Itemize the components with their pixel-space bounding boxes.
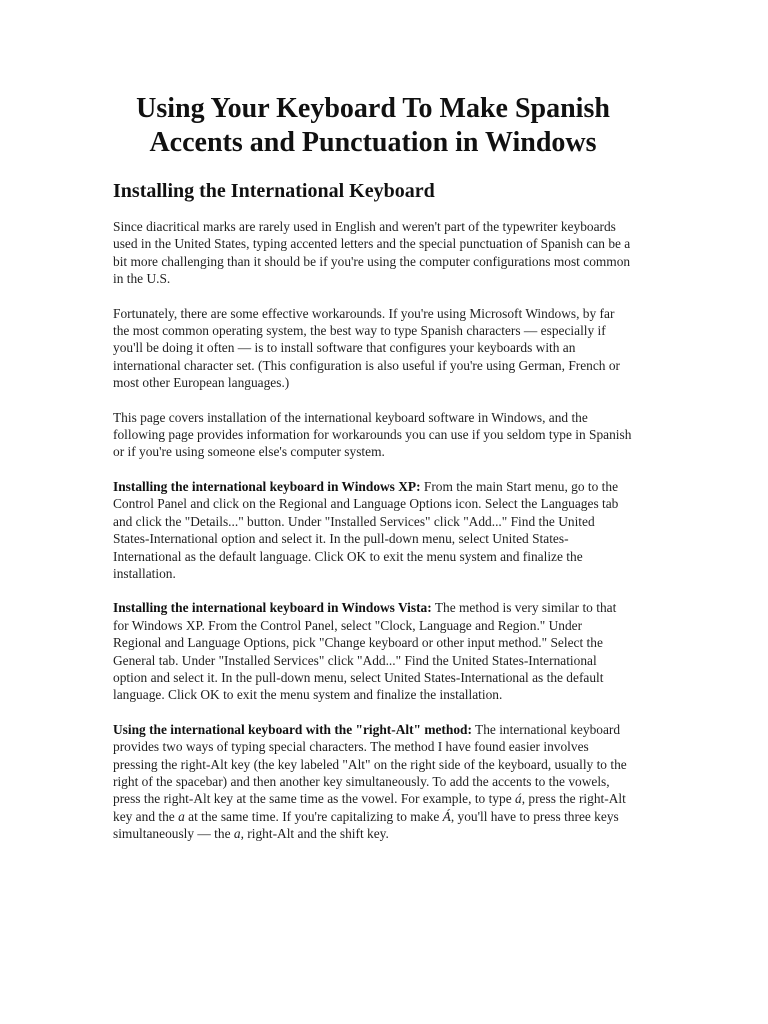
page-title-line-1: Using Your Keyboard To Make Spanish [136,93,610,124]
page-title [113,92,633,160]
example-char-a: a [178,808,185,824]
windows-xp-text: From the main Start menu, go to the Control Panel and click on the Regional and Language Options icon. Select the Languages tab and click the "Details..." button. Under "Installed Services" click "Add..." Find the United States-International option and select it. In the pull-down menu, select United States-International as the default language. Click OK to exit the menu system and finalize the installation. [113,478,619,581]
right-alt-text-b: , press the right-Alt key and the [113,791,626,824]
section-heading: Installing the International Keyboard [113,180,435,202]
paragraph-windows-vista [113,599,633,703]
right-alt-text-c: at the same time. If you're capitalizing to make [184,808,443,824]
right-alt-text-d: , you'll have to press three keys simultaneously — the [113,808,619,842]
right-alt-text-e: , right-Alt and the shift key. [240,826,389,842]
example-char-a-2: a [233,826,241,842]
paragraph-right-alt-method [113,721,633,843]
document-page [113,92,633,860]
right-alt-label: Using the international keyboard with the "right-Alt" method: [113,721,472,737]
page-title-line-2: Accents and Punctuation in Windows [149,127,597,158]
paragraph-page-scope: This page covers installation of the international keyboard software in Windows, and the following page provides information for workarounds you can use if you seldom type in Spanish or if you're using someone else's computer system. [113,409,632,460]
example-char-a-acute: á [515,791,522,807]
right-alt-text-a: The international keyboard provides two ways of typing special characters. The method I have found easier involves pressing the right-Alt key (the key labeled "Alt" on the right side of the keyboard, usually to the right of the spacebar) and then another key simultaneously. To add the accents to the vowels, press the right-Alt key at the same time as the vowel. For example, to type [113,721,627,807]
paragraph-windows-xp [113,478,633,582]
windows-xp-label: Installing the international keyboard in Windows XP: [113,478,421,494]
paragraph-intro: Since diacritical marks are rarely used in English and weren't part of the typewriter keyboards used in the United States, typing accented letters and the special punctuation of Spanish can be a bit more challenging than it should be if you're using the computer configurations most common in the U.S. [113,219,631,287]
example-char-capital-a-acute: Á [442,808,451,824]
windows-vista-label: Installing the international keyboard in Windows Vista: [113,600,432,616]
windows-vista-text: The method is very similar to that for Windows XP. From the Control Panel, select "Clock, Language and Region." Under Regional and Language Options, pick "Change keyboard or other input method." Select the General tab. Under "Installed Services" click "Add..." Find the United States-International option and select it. In the pull-down menu, select United States-International as the default language. Click OK to exit the menu system and finalize the installation. [113,600,617,703]
paragraph-workarounds: Fortunately, there are some effective workarounds. If you're using Microsoft Windows, by far the most common operating system, the best way to type Spanish characters — especially if you'll be doing it often — is to install software that configures your keyboards with an international character set. (This configuration is also useful if you're using German, French or most other European languages.) [113,305,621,391]
